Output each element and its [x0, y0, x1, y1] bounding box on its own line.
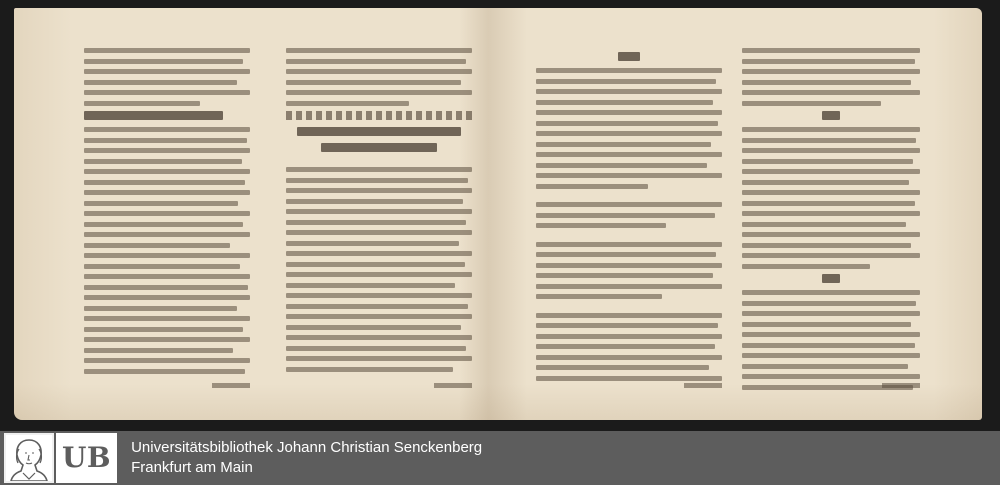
- page-89: [286, 48, 472, 378]
- senckenberg-portrait-icon: [4, 433, 54, 483]
- institution-name: [131, 438, 482, 478]
- ub-logo-letters: UB: [56, 433, 117, 483]
- document-scan: [14, 8, 982, 420]
- institution-city: Frankfurt am Main: [131, 459, 253, 476]
- page-85: [742, 48, 920, 378]
- library-footer: [0, 431, 1000, 485]
- page-88: [84, 48, 250, 378]
- library-logo[interactable]: [4, 433, 117, 483]
- page-92: [536, 48, 722, 378]
- institution-title: Universitätsbibliothek Johann Christian Senckenberg: [131, 439, 483, 456]
